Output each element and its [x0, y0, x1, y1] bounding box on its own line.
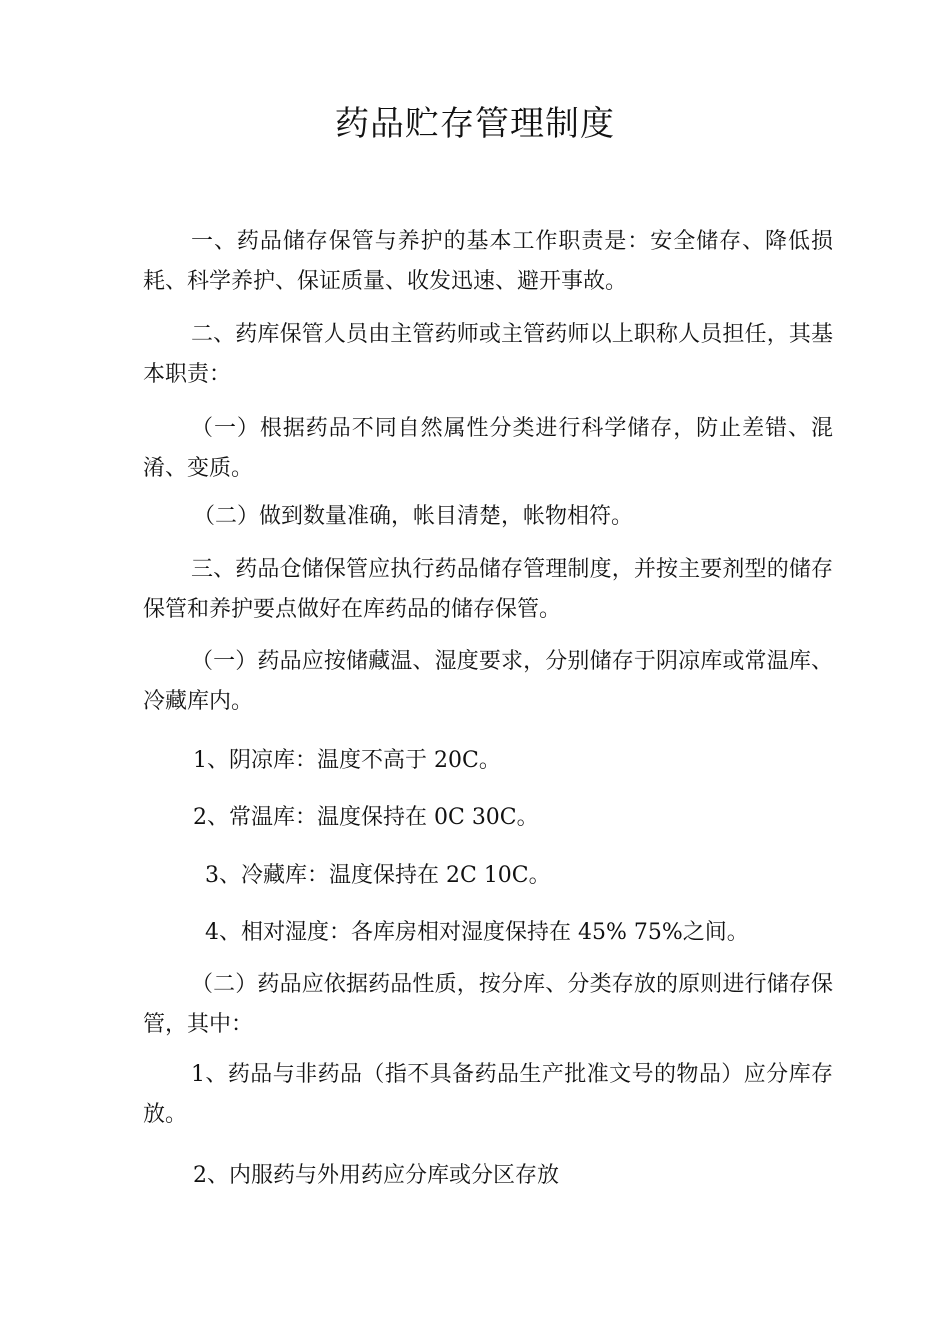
item-relative-humidity: 4、相对湿度：各库房相对湿度保持在 45% 75%之间。 — [205, 920, 749, 945]
item-internal-external-separation: 2、内服药与外用药应分库或分区存放 — [193, 1163, 559, 1188]
paragraph-storage-execution: 三、药品仓储保管应执行药品储存管理制度，并按主要剂型的储存保管和养护要点做好在库药品的储存保管。 — [143, 557, 833, 622]
paragraph-storage-principles: （二）药品应依据药品性质，按分库、分类存放的原则进行储存保管，其中： — [143, 972, 833, 1037]
item-cool-storage: 1、阴凉库：温度不高于 20C。 — [193, 748, 501, 773]
paragraph-duties: 一、药品储存保管与养护的基本工作职责是：安全储存、降低损耗、科学养护、保证质量、收发迅速、避开事故。 — [143, 229, 833, 294]
paragraph-accurate-quantity: （二）做到数量准确，帐目清楚，帐物相符。 — [193, 504, 634, 529]
item-normal-storage: 2、常温库：温度保持在 0C 30C。 — [193, 805, 539, 830]
item-drug-nondrug-separation: 1、药品与非药品（指不具备药品生产批准文号的物品）应分库存放。 — [143, 1062, 833, 1127]
paragraph-keeper-staff: 二、药库保管人员由主管药师或主管药师以上职称人员担任，其基本职责： — [143, 322, 833, 387]
item-cold-storage: 3、冷藏库：温度保持在 2C 10C。 — [205, 863, 551, 888]
paragraph-classify-storage: （一）根据药品不同自然属性分类进行科学储存，防止差错、混淆、变质。 — [143, 416, 833, 481]
paragraph-temperature-humidity: （一）药品应按储藏温、湿度要求，分别储存于阴凉库或常温库、冷藏库内。 — [143, 649, 833, 714]
document-title: 药品贮存管理制度 — [335, 104, 615, 144]
